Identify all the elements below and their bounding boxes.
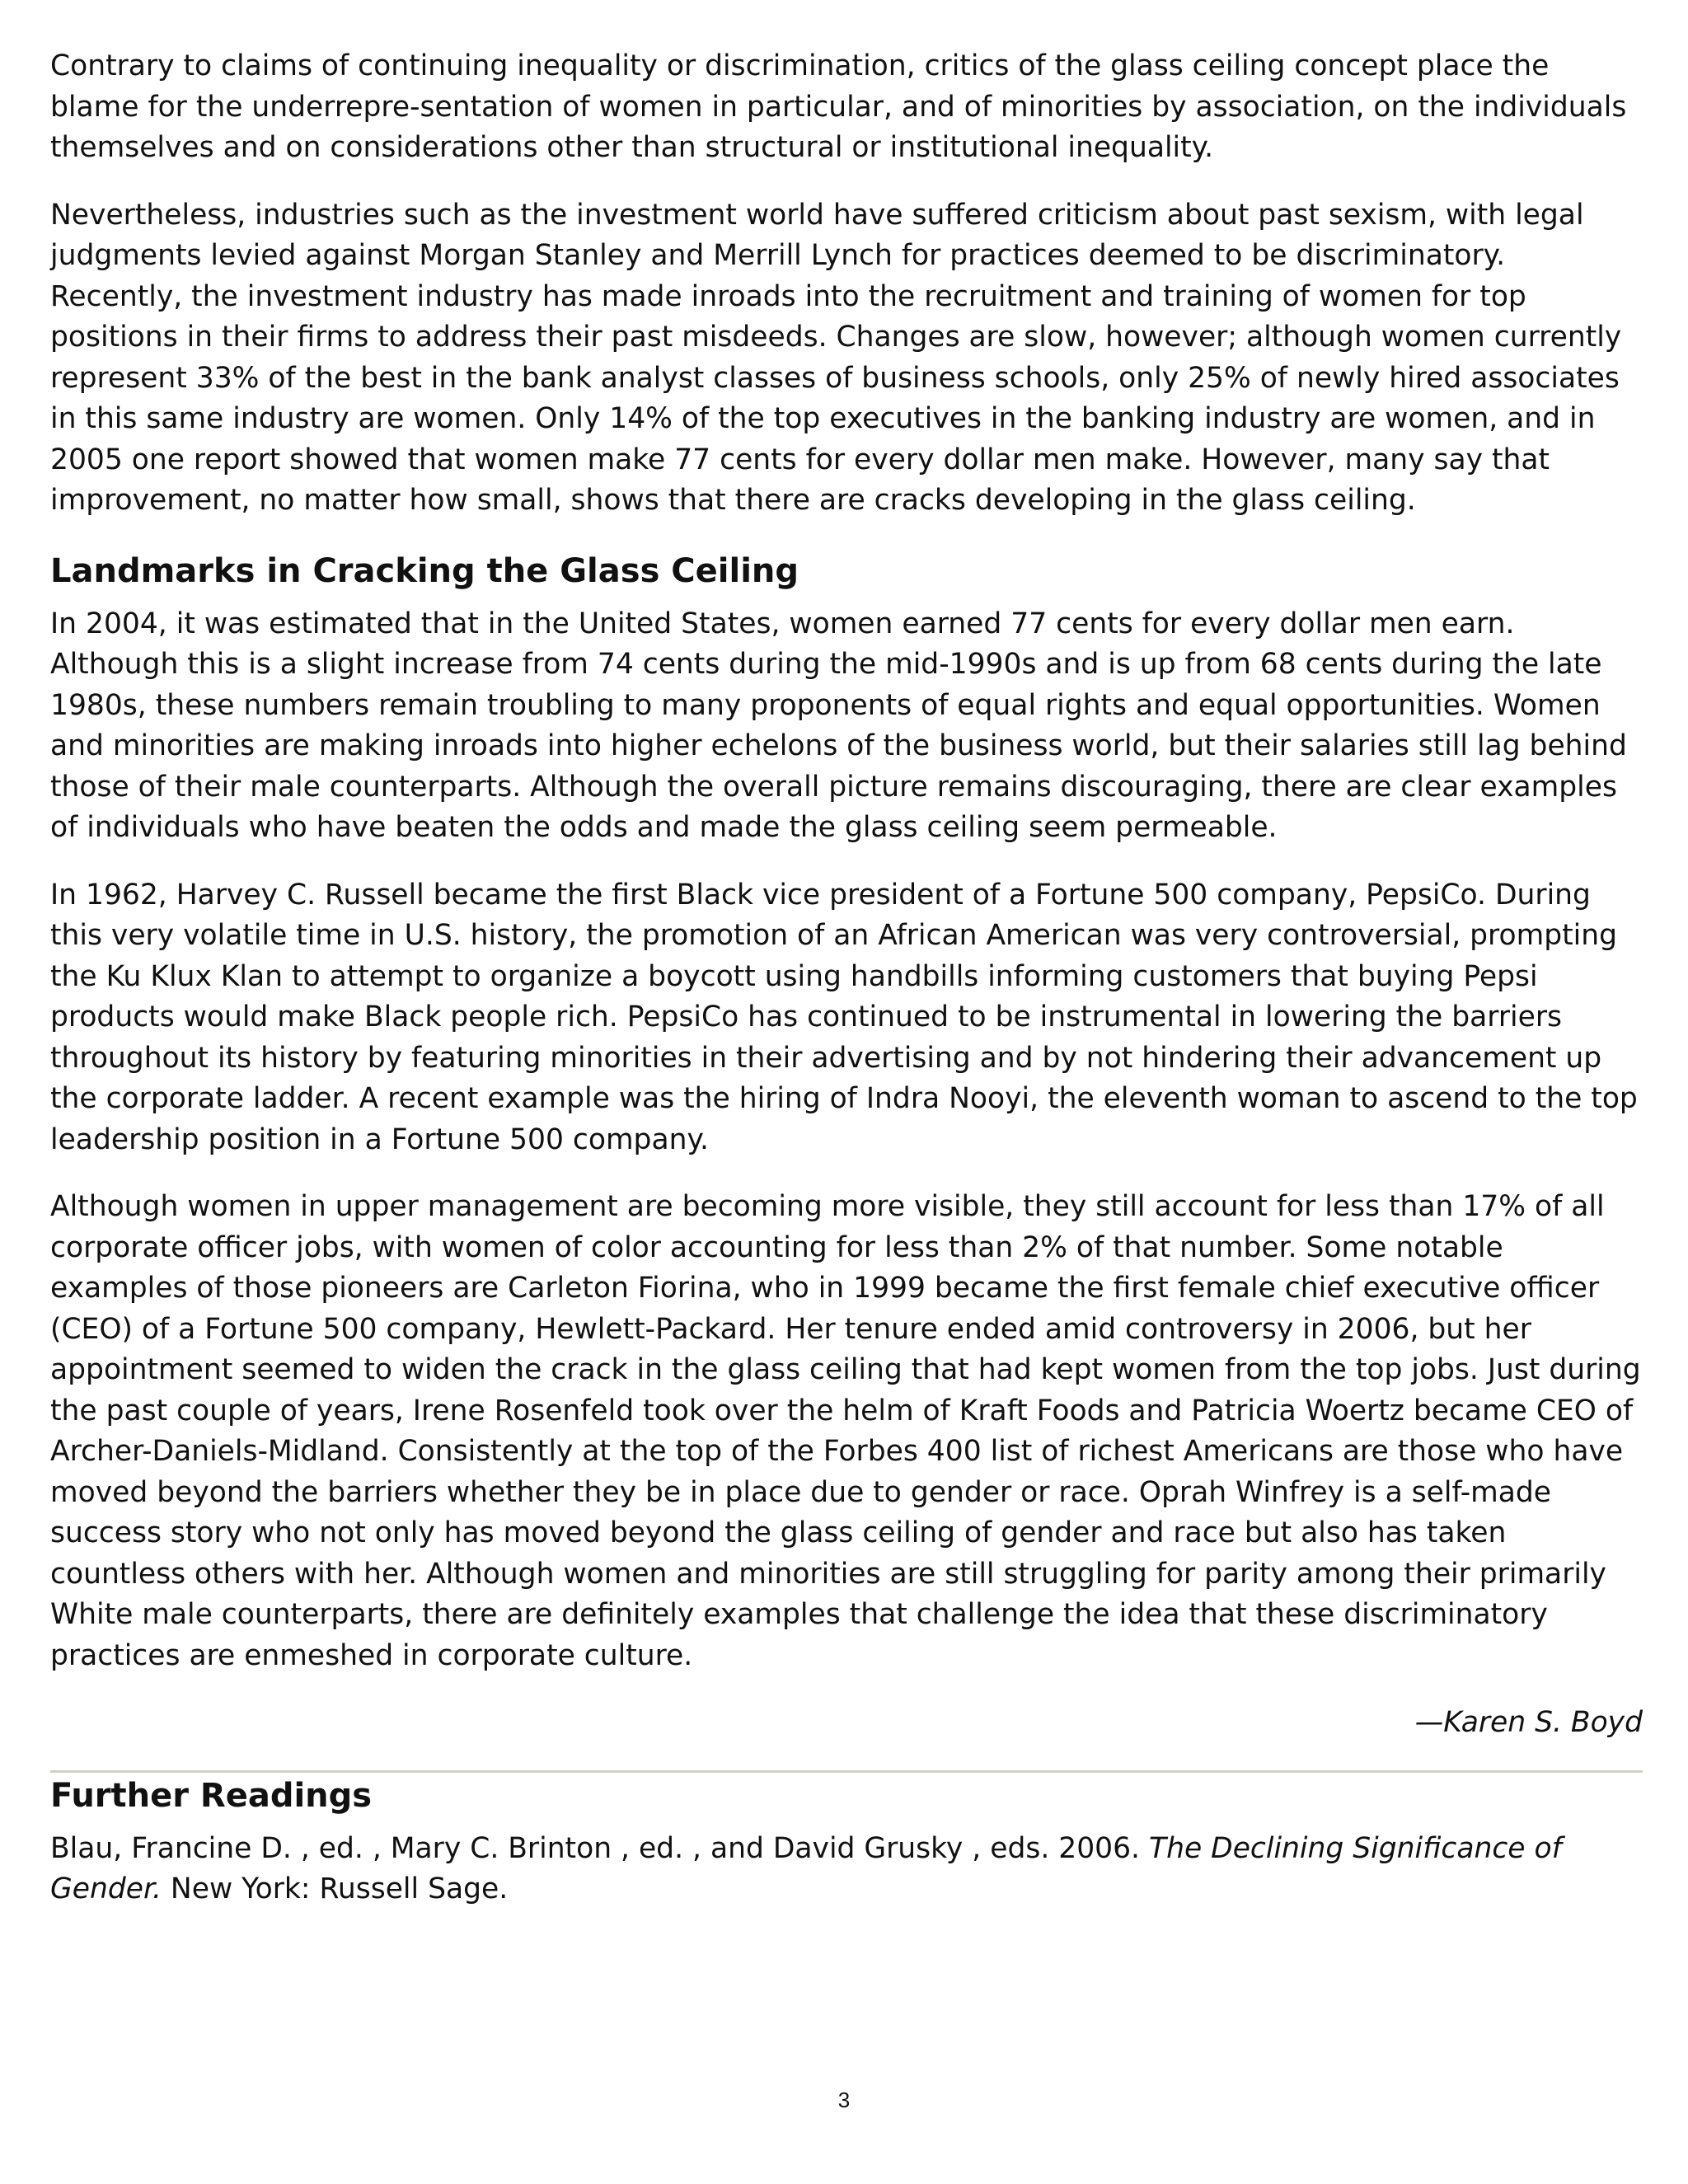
reference-title: The Declining Significance of Gender. (50, 1831, 1562, 1905)
reference-authors: Blau, Francine D. , ed. , Mary C. Brinton , ed. , and David Grusky , eds. 2006. (50, 1831, 1141, 1865)
section-heading-further-readings: Further Readings (50, 1776, 373, 1815)
author-byline: —Karen S. Boyd (1414, 1706, 1643, 1739)
reference-publisher: New York: Russell Sage. (170, 1872, 509, 1905)
page-number: 3 (837, 2088, 851, 2112)
body-paragraph: In 1962, Harvey C. Russell became the first Black vice president of a Fortune 500 company, PepsiCo. During this very volatile time in U.S. history, the promotion of an African American was very controversial, prompting the Ku Klux Klan to attempt to organize a boycott using handbills informing customers that buying Pepsi products would make Black people rich. PepsiCo has continued to be instrumental in lowering the barriers throughout its history by featuring minorities in their advertising and by not hindering their advancement up the corporate ladder. A recent example was the hiring of Indra Nooyi, the eleventh woman to ascend to the top leadership position in a Fortune 500 company. (50, 878, 1638, 1156)
reference-entry (50, 1829, 1643, 1910)
body-paragraph: Nevertheless, industries such as the investment world have suffered criticism about past sexism, with legal judgments levied against Morgan Stanley and Merrill Lynch for practices deemed to be discriminatory. Recently, the investment industry has made inroads into the recruitment and training of women for top positions in their firms to address their past misdeeds. Changes are slow, however; although women currently represent 33% of the best in the bank analyst classes of business schools, only 25% of newly hired associates in this same industry are women. Only 14% of the top executives in the banking industry are women, and in 2005 one report showed that women make 77 cents for every dollar men make. However, many say that improvement, no matter how small, shows that there are cracks developing in the glass ceiling. (50, 198, 1622, 517)
body-paragraph: Although women in upper management are becoming more visible, they still account for less than 17% of all corporate officer jobs, with women of color accounting for less than 2% of that number. Some notable examples of those pioneers are Carleton Fiorina, who in 1999 became the first female chief executive officer (CEO) of a Fortune 500 company, Hewlett-Packard. Her tenure ended amid controversy in 2006, but her appointment seemed to widen the crack in the glass ceiling that had kept women from the top jobs. Just during the past couple of years, Irene Rosenfeld took over the helm of Kraft Foods and Patricia Woertz became CEO of Archer-Daniels-Midland. Consistently at the top of the Forbes 400 list of richest Americans are those who have moved beyond the barriers whether they be in place due to gender or race. Oprah Winfrey is a self-made success story who not only has moved beyond the glass ceiling of gender and race but also has taken countless others with her. Although women and minorities are still struggling for parity among their primarily White male counterparts, there are definitely examples that challenge the idea that these discriminatory practices are enmeshed in corporate culture. (50, 1190, 1641, 1672)
body-paragraph: Contrary to claims of continuing inequality or discrimination, critics of the glass ceiling concept place the blame for the underrepre-sentation of women in particular, and of minorities by association, on the individuals themselves and on considerations other than structural or institutional inequality. (50, 49, 1627, 164)
section-heading-landmarks: Landmarks in Cracking the Glass Ceiling (50, 551, 799, 590)
body-paragraph: In 2004, it was estimated that in the United States, women earned 77 cents for every dollar men earn. Although this is a slight increase from 74 cents during the mid-1990s and is up from 68 cents during the late 1980s, these numbers remain troubling to many proponents of equal rights and equal opportunities. Women and minorities are making inroads into higher echelons of the business world, but their salaries still lag behind those of their male counterparts. Although the overall picture remains discouraging, there are clear examples of individuals who have beaten the odds and made the glass ceiling seem permeable. (50, 607, 1627, 844)
article-page (50, 46, 1643, 1910)
